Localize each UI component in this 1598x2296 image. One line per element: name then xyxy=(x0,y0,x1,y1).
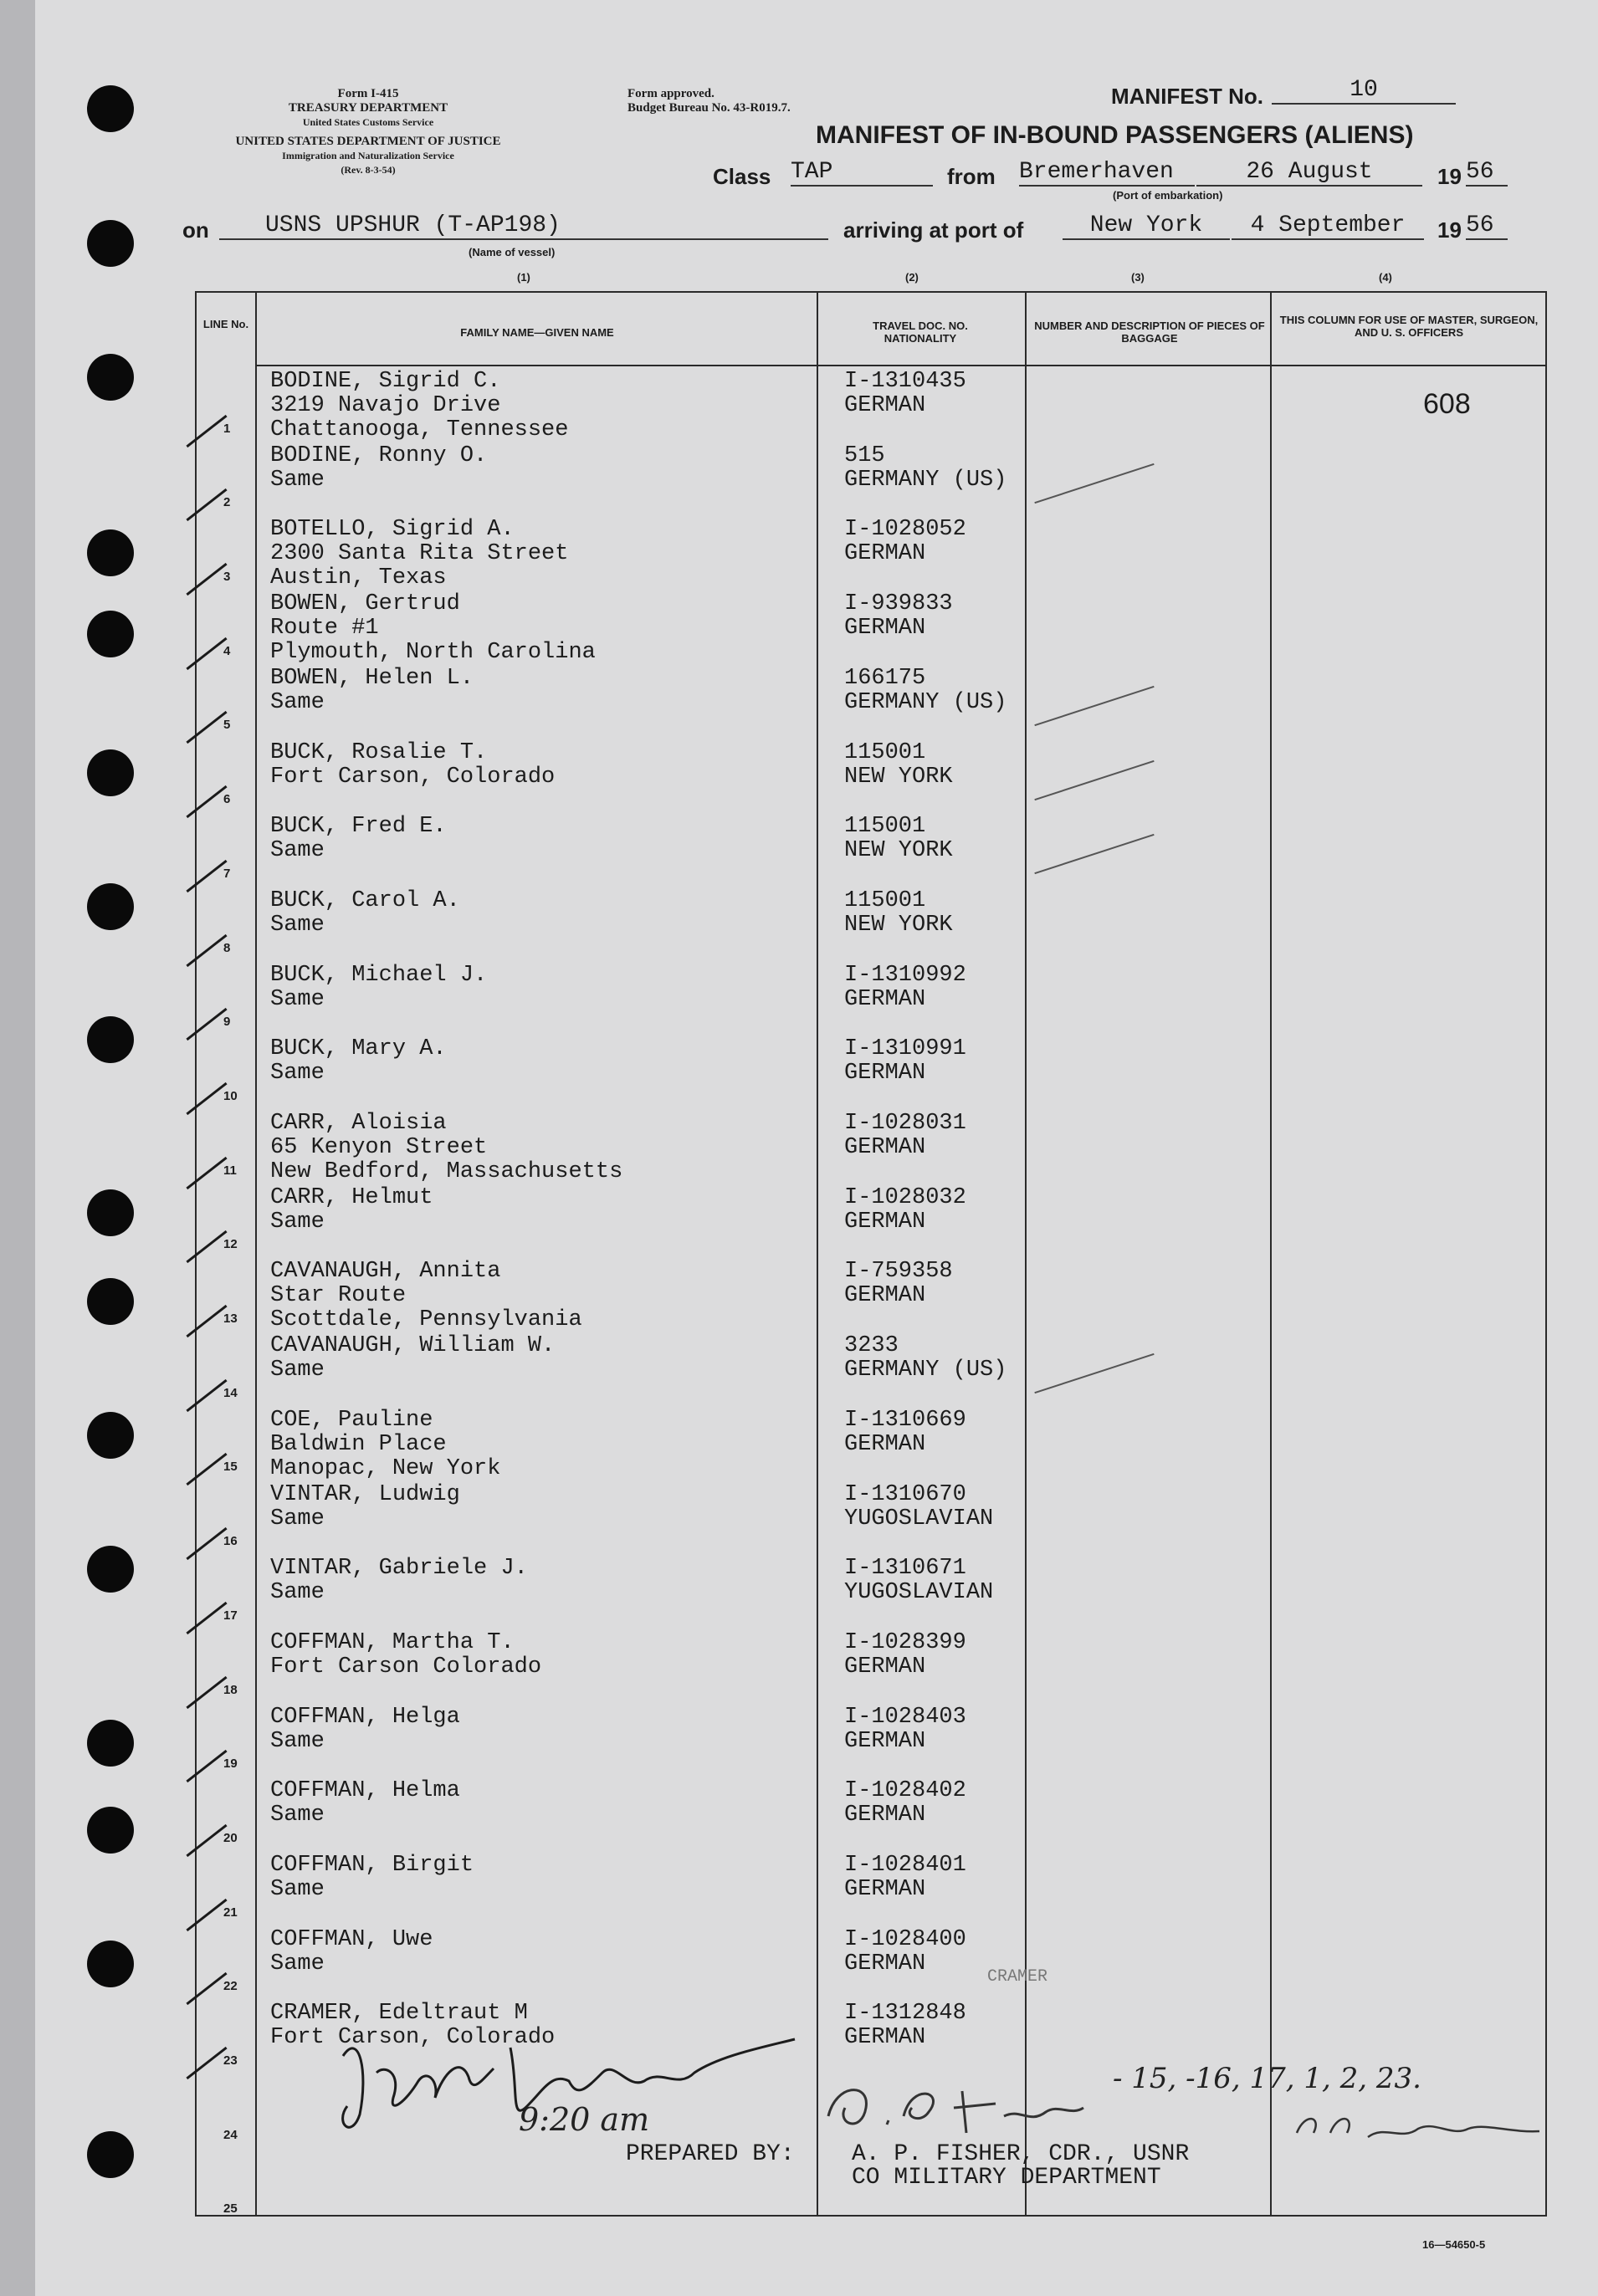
table-row xyxy=(195,1183,1547,1257)
officer-initials-signature xyxy=(1293,2108,1544,2150)
punch-hole xyxy=(87,529,134,576)
manifest-title: MANIFEST OF IN-BOUND PASSENGERS (ALIENS) xyxy=(816,121,1414,149)
passenger-name: COFFMAN, Martha T. Fort Carson Colorado xyxy=(270,1629,542,1680)
punch-hole xyxy=(87,85,134,132)
line-number: 21 xyxy=(223,1905,238,1920)
travel-doc: 115001 NEW YORK xyxy=(844,739,953,790)
line-number: 25 xyxy=(223,2201,238,2217)
baggage-mark xyxy=(1034,463,1154,504)
line-number: 14 xyxy=(223,1385,238,1400)
line-number: 1 xyxy=(223,421,231,436)
form-number: Form I-415 xyxy=(337,87,399,100)
travel-doc: I-1312848 GERMAN xyxy=(844,2001,966,2051)
passenger-name: COE, Pauline Baldwin Place Manopac, New York xyxy=(270,1407,501,1481)
header-family-name: FAMILY NAME—GIVEN NAME xyxy=(460,326,614,339)
travel-doc: I-1310669 GERMAN xyxy=(844,1407,966,1457)
inspector-signature xyxy=(326,2022,812,2148)
passenger-name: BUCK, Fred E. Same xyxy=(270,814,447,864)
year-prefix: 19 xyxy=(1437,164,1462,189)
handwritten-time: 9:20 am xyxy=(519,2101,650,2138)
form-approved: Form approved. xyxy=(627,87,714,100)
travel-doc: I-1310435 GERMAN xyxy=(844,369,966,418)
passenger-name: BUCK, Carol A. Same xyxy=(270,887,460,938)
table-row xyxy=(195,1108,1547,1183)
travel-doc: I-1310992 GERMAN xyxy=(844,962,966,1012)
passenger-name: BUCK, Rosalie T. Fort Carson, Colorado xyxy=(270,739,556,790)
line-number: 17 xyxy=(223,1608,238,1623)
arrival-date: 4 September xyxy=(1232,212,1424,240)
table-row xyxy=(195,738,1547,812)
line-number: 2 xyxy=(223,495,231,510)
punch-hole xyxy=(87,1941,134,1987)
header-officers: THIS COLUMN FOR USE OF MASTER, SURGEON, AND U. S. OFFICERS xyxy=(1279,314,1539,339)
on-label: on xyxy=(182,217,209,243)
punch-hole xyxy=(87,611,134,657)
arrival-port: New York xyxy=(1063,212,1230,240)
travel-doc: 3233 GERMANY (US) xyxy=(844,1333,1007,1383)
header-travel-doc: TRAVEL DOC. NO. NATIONALITY xyxy=(873,320,968,345)
travel-doc: I-1028400 GERMAN xyxy=(844,1926,966,1976)
fisher-signature xyxy=(820,2074,1088,2141)
vessel-name: USNS UPSHUR (T-AP198) xyxy=(219,212,828,240)
travel-doc: 115001 NEW YORK xyxy=(844,887,953,938)
punch-hole xyxy=(87,883,134,930)
travel-doc: I-1028031 GERMAN xyxy=(844,1111,966,1160)
table-row xyxy=(195,811,1547,886)
class-value: TAP xyxy=(791,159,933,187)
punch-hole xyxy=(87,1720,134,1767)
travel-doc: I-1310991 GERMAN xyxy=(844,1036,966,1087)
form-agency-block xyxy=(176,87,561,177)
port-of-embarkation: Bremerhaven xyxy=(1019,159,1195,187)
passenger-name: COFFMAN, Helma Same xyxy=(270,1778,460,1828)
from-label: from xyxy=(947,164,996,189)
line-number: 13 xyxy=(223,1312,238,1327)
passenger-name: CAVANAUGH, William W. Same xyxy=(270,1333,556,1383)
travel-doc: 115001 NEW YORK xyxy=(844,814,953,864)
passenger-name: BODINE, Sigrid C. 3219 Navajo Drive Chattanooga, Tennessee xyxy=(270,369,569,442)
line-number: 10 xyxy=(223,1088,238,1103)
table-row xyxy=(195,441,1547,515)
baggage-mark xyxy=(1034,686,1154,726)
port-caption: (Port of embarkation) xyxy=(1113,189,1223,202)
line-number: 24 xyxy=(223,2127,238,2142)
col-number-1: (1) xyxy=(517,271,530,284)
travel-doc: 166175 GERMANY (US) xyxy=(844,665,1007,715)
passenger-name: BOTELLO, Sigrid A. 2300 Santa Rita Street Austin, Texas xyxy=(270,517,569,591)
travel-doc: 515 GERMANY (US) xyxy=(844,442,1007,493)
line-number: 4 xyxy=(223,643,231,658)
punch-hole xyxy=(87,1412,134,1459)
travel-doc: I-939833 GERMAN xyxy=(844,591,953,642)
travel-doc: I-759358 GERMAN xyxy=(844,1259,953,1309)
punch-hole xyxy=(87,1546,134,1593)
prepared-by-label: PREPARED BY: xyxy=(626,2141,795,2167)
table-row xyxy=(195,1850,1547,1925)
baggage-mark xyxy=(1034,1353,1154,1393)
table-row xyxy=(195,1628,1547,1702)
class-label: Class xyxy=(713,164,771,189)
header-baggage: NUMBER AND DESCRIPTION OF PIECES OF BAGGAGE xyxy=(1034,320,1265,345)
punch-hole xyxy=(87,1016,134,1063)
line-number: 20 xyxy=(223,1830,238,1845)
travel-doc: I-1310671 YUGOSLAVIAN xyxy=(844,1556,994,1606)
passenger-name: VINTAR, Gabriele J. Same xyxy=(270,1556,528,1606)
embarkation-year: 56 xyxy=(1466,159,1508,187)
budget-bureau: Budget Bureau No. 43-R019.7. xyxy=(627,101,791,115)
line-number: 6 xyxy=(223,792,231,807)
line-number: 5 xyxy=(223,718,231,733)
table-row xyxy=(195,366,1547,441)
punch-hole xyxy=(87,220,134,267)
arrival-year: 56 xyxy=(1466,212,1508,240)
table-row xyxy=(195,1034,1547,1108)
travel-doc: I-1028399 GERMAN xyxy=(844,1629,966,1680)
passenger-name: CARR, Aloisia 65 Kenyon Street New Bedford, Massachusetts xyxy=(270,1111,623,1184)
manifest-no-label: MANIFEST No. xyxy=(1111,84,1263,109)
passenger-name: BOWEN, Gertrud Route #1 Plymouth, North Carolina xyxy=(270,591,596,666)
table-row xyxy=(195,1553,1547,1628)
table-row xyxy=(195,1702,1547,1777)
table-row xyxy=(195,1256,1547,1331)
treasury-dept: TREASURY DEPARTMENT xyxy=(288,101,448,115)
passenger-name: BUCK, Michael J. Same xyxy=(270,962,488,1012)
travel-doc: I-1028032 GERMAN xyxy=(844,1184,966,1235)
table-row xyxy=(195,1480,1547,1554)
table-row xyxy=(195,886,1547,960)
passenger-name: COFFMAN, Helga Same xyxy=(270,1704,460,1754)
manifest-no-value: 10 xyxy=(1272,77,1456,105)
line-number: 7 xyxy=(223,866,231,881)
form-code: 16—54650-5 xyxy=(1422,2238,1486,2251)
embarkation-date: 26 August xyxy=(1196,159,1422,187)
line-number: 19 xyxy=(223,1757,238,1772)
line-number: 11 xyxy=(223,1163,237,1178)
table-row xyxy=(195,1331,1547,1405)
passenger-name: BOWEN, Helen L. Same xyxy=(270,665,474,715)
line-number: 16 xyxy=(223,1534,238,1549)
line-number: 12 xyxy=(223,1237,238,1252)
col-number-2: (2) xyxy=(905,271,919,284)
table-row xyxy=(195,1776,1547,1850)
travel-doc: I-1028401 GERMAN xyxy=(844,1853,966,1902)
handwritten-lines-note: - 15, -16, 17, 1, 2, 23. xyxy=(1113,2062,1421,2095)
prepared-by-name: A. P. FISHER, CDR., USNR xyxy=(852,2141,1190,2167)
ins-service: Immigration and Naturalization Service xyxy=(282,150,454,161)
table-row xyxy=(195,663,1547,738)
line-number: 18 xyxy=(223,1682,238,1697)
officer-notation: 608 xyxy=(1423,388,1471,420)
line-number: 3 xyxy=(223,570,231,585)
justice-dept: UNITED STATES DEPARTMENT OF JUSTICE xyxy=(235,135,501,148)
punch-hole xyxy=(87,1807,134,1854)
passenger-name: CRAMER, Edeltraut M Fort Carson, Colorado xyxy=(270,2001,556,2051)
punch-hole xyxy=(87,354,134,401)
line-number: 22 xyxy=(223,1979,238,1994)
prepared-by-dept: CO MILITARY DEPARTMENT xyxy=(852,2165,1161,2191)
punch-hole xyxy=(87,2131,134,2178)
table-row xyxy=(195,589,1547,666)
passenger-name: BUCK, Mary A. Same xyxy=(270,1036,447,1087)
revision-date: (Rev. 8-3-54) xyxy=(341,164,396,176)
table-row xyxy=(195,1405,1547,1480)
travel-doc: I-1028052 GERMAN xyxy=(844,517,966,567)
line-number: 9 xyxy=(223,1015,231,1030)
passenger-name: CARR, Helmut Same xyxy=(270,1184,433,1235)
punch-hole xyxy=(87,1278,134,1325)
punch-hole xyxy=(87,749,134,796)
baggage-mark xyxy=(1034,834,1154,874)
approval-block xyxy=(627,87,791,115)
line-number: 23 xyxy=(223,2053,238,2068)
arrival-year-prefix: 19 xyxy=(1437,217,1462,243)
passenger-name: CAVANAUGH, Annita Star Route Scottdale, Pennsylvania xyxy=(270,1259,582,1333)
line-number: 15 xyxy=(223,1460,238,1475)
customs-service: United States Customs Service xyxy=(302,116,434,128)
travel-doc: I-1028402 GERMAN xyxy=(844,1778,966,1828)
travel-doc: I-1028403 GERMAN xyxy=(844,1704,966,1754)
header-line-no: LINE No. xyxy=(202,318,249,330)
vessel-caption: (Name of vessel) xyxy=(469,246,556,258)
line-number: 8 xyxy=(223,940,231,955)
passenger-name: COFFMAN, Uwe Same xyxy=(270,1926,433,1976)
travel-doc: I-1310670 YUGOSLAVIAN xyxy=(844,1481,994,1532)
punch-hole xyxy=(87,1189,134,1236)
col-number-4: (4) xyxy=(1379,271,1392,284)
margin-note: CRAMER xyxy=(987,1967,1048,1987)
table-row xyxy=(195,960,1547,1035)
baggage-mark xyxy=(1034,759,1154,800)
passenger-name: COFFMAN, Birgit Same xyxy=(270,1853,474,1902)
passenger-name: BODINE, Ronny O. Same xyxy=(270,442,488,493)
passenger-name: VINTAR, Ludwig Same xyxy=(270,1481,460,1532)
table-row xyxy=(195,514,1547,589)
table-row xyxy=(195,1925,1547,1999)
arriving-label: arriving at port of xyxy=(843,217,1024,243)
col-number-3: (3) xyxy=(1131,271,1145,284)
